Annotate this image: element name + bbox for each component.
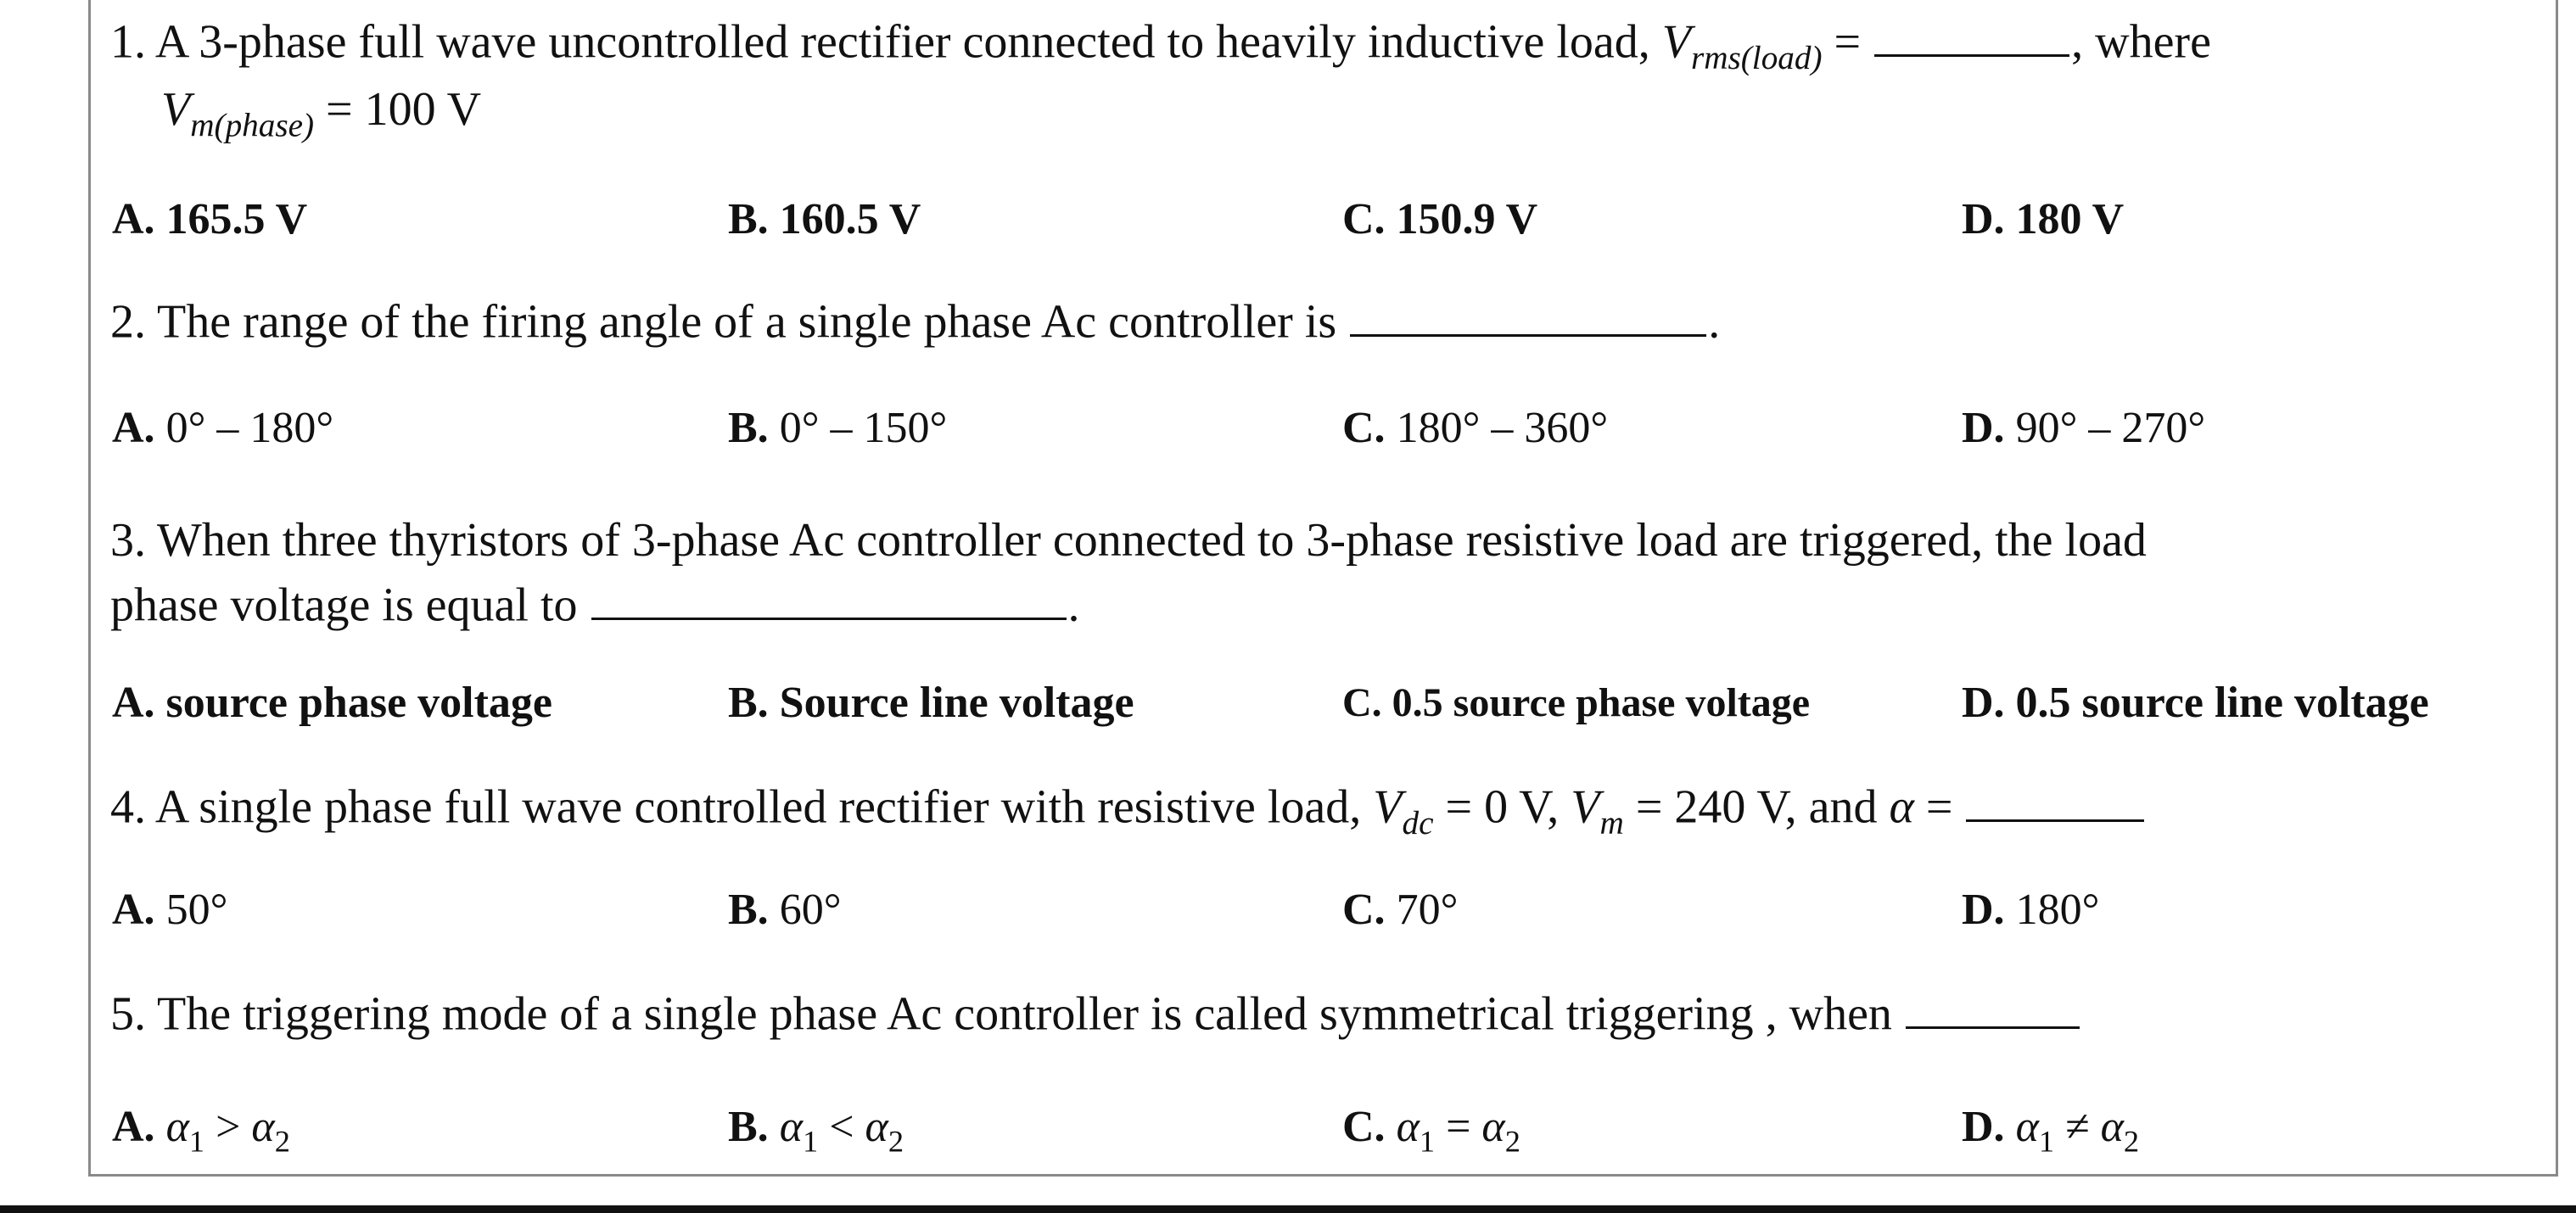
question-1-line-2 <box>161 81 482 144</box>
math-subscript: 1 <box>1419 1124 1436 1159</box>
math-subscript: 2 <box>274 1124 290 1159</box>
q1-option-a[interactable]: A. 165.5 V <box>112 195 308 243</box>
question-number: 3. <box>110 514 146 567</box>
option-letter: D. <box>1962 886 2005 934</box>
q5-option-c[interactable] <box>1342 1101 1520 1159</box>
option-value: 0° – 150° <box>779 404 948 452</box>
question-number: 4. <box>110 780 146 834</box>
alpha-symbol: α <box>1481 1103 1505 1151</box>
answer-blank[interactable] <box>1350 292 1706 337</box>
q5-option-a[interactable] <box>112 1101 290 1159</box>
math-operator: > <box>204 1103 252 1151</box>
q2-option-b[interactable] <box>728 402 947 455</box>
question-3-line-2 <box>110 575 1080 633</box>
q1-option-d[interactable]: D. 180 V <box>1962 195 2125 243</box>
q3-option-d[interactable]: D. 0.5 source line voltage <box>1962 679 2429 727</box>
math-subscript: 2 <box>2123 1124 2140 1159</box>
question-5 <box>110 984 2081 1042</box>
q4-option-d[interactable] <box>1962 884 2099 936</box>
question-1 <box>110 12 2211 77</box>
question-number: 5. <box>110 987 146 1041</box>
option-value: 90° – 270° <box>2015 404 2206 452</box>
question-3 <box>110 512 2147 568</box>
alpha-symbol: α <box>865 1103 888 1151</box>
question-text: phase voltage is equal to <box>110 579 590 632</box>
option-letter: A. <box>112 1103 155 1151</box>
math-subscript: rms(load) <box>1690 40 1823 77</box>
alpha-symbol: α <box>1396 1103 1420 1151</box>
math-subscript: 1 <box>2038 1124 2055 1159</box>
q4-option-c[interactable] <box>1342 884 1458 936</box>
option-value: 0° – 180° <box>165 404 334 452</box>
question-number: 2. <box>110 295 146 349</box>
answer-blank[interactable] <box>1874 12 2069 57</box>
question-text: The triggering mode of a single phase Ac controller is called symmetrical triggering , when <box>157 987 1904 1041</box>
q5-option-b[interactable] <box>728 1101 904 1159</box>
answer-blank[interactable] <box>1906 984 2080 1029</box>
math-subscript: m(phase) <box>190 107 315 144</box>
option-letter: B. <box>728 1103 769 1151</box>
alpha-symbol: α <box>251 1103 275 1151</box>
alpha-symbol: α <box>779 1103 803 1151</box>
answer-blank[interactable] <box>1966 777 2144 822</box>
question-text: A 3-phase full wave uncontrolled rectifier connected to heavily inductive load, <box>154 15 1662 69</box>
math-symbol: V <box>1661 15 1691 69</box>
question-2 <box>110 292 1720 349</box>
question-4 <box>110 777 2146 842</box>
q3-option-a[interactable]: A. source phase voltage <box>112 679 553 727</box>
option-letter: D. <box>1962 1103 2005 1151</box>
q2-option-a[interactable] <box>112 402 333 455</box>
q5-option-d[interactable] <box>1962 1101 2140 1159</box>
option-value: 180° <box>2015 886 2100 934</box>
question-text: = 0 V, <box>1433 780 1571 834</box>
alpha-symbol: α <box>1889 780 1914 834</box>
alpha-symbol: α <box>2100 1103 2124 1151</box>
question-end: . <box>1708 295 1721 349</box>
q2-option-c[interactable] <box>1342 402 1608 455</box>
question-text: , where <box>2071 15 2211 69</box>
alpha-symbol: α <box>2015 1103 2039 1151</box>
q1-option-b[interactable]: B. 160.5 V <box>728 195 921 243</box>
question-text: = 100 V <box>314 83 482 136</box>
question-text: When three thyristors of 3-phase Ac controller connected to 3-phase resistive load are triggered, the load <box>157 514 2147 567</box>
math-subscript: 1 <box>188 1124 205 1159</box>
option-value: 60° <box>779 886 842 934</box>
math-subscript: dc <box>1402 805 1434 842</box>
q1-option-c[interactable]: C. 150.9 V <box>1342 195 1538 243</box>
option-value: 180° – 360° <box>1396 404 1609 452</box>
option-letter: B. <box>728 404 769 452</box>
question-text: = 240 V, and <box>1623 780 1890 834</box>
math-subscript: 2 <box>888 1124 904 1159</box>
option-letter: A. <box>112 886 155 934</box>
option-value: 70° <box>1396 886 1459 934</box>
option-value: 50° <box>165 886 228 934</box>
option-letter: A. <box>112 404 155 452</box>
math-equals: = <box>1822 15 1873 69</box>
math-subscript: m <box>1599 805 1624 842</box>
math-subscript: 2 <box>1504 1124 1520 1159</box>
option-letter: D. <box>1962 404 2005 452</box>
option-letter: C. <box>1342 886 1386 934</box>
math-subscript: 1 <box>802 1124 819 1159</box>
math-operator: ≠ <box>2054 1103 2101 1151</box>
math-equals: = <box>1913 780 1965 834</box>
question-number: 1. <box>110 15 146 69</box>
alpha-symbol: α <box>165 1103 189 1151</box>
q3-option-b[interactable]: B. Source line voltage <box>728 679 1134 727</box>
option-letter: C. <box>1342 1103 1386 1151</box>
math-operator: < <box>818 1103 865 1151</box>
q2-option-d[interactable] <box>1962 402 2205 455</box>
option-letter: C. <box>1342 404 1386 452</box>
math-symbol: V <box>1571 780 1600 834</box>
q3-option-c[interactable]: C. 0.5 source phase voltage <box>1342 680 1811 725</box>
answer-blank[interactable] <box>591 575 1067 620</box>
option-letter: B. <box>728 886 769 934</box>
q4-option-b[interactable] <box>728 884 841 936</box>
q4-option-a[interactable] <box>112 884 227 936</box>
question-text: A single phase full wave controlled rectifier with resistive load, <box>154 780 1374 834</box>
question-end: . <box>1067 579 1080 632</box>
math-symbol: V <box>1373 780 1403 834</box>
math-symbol: V <box>161 83 191 136</box>
bottom-rule <box>0 1205 2576 1213</box>
question-text: The range of the firing angle of a single phase Ac controller is <box>157 295 1349 349</box>
math-operator: = <box>1435 1103 1482 1151</box>
